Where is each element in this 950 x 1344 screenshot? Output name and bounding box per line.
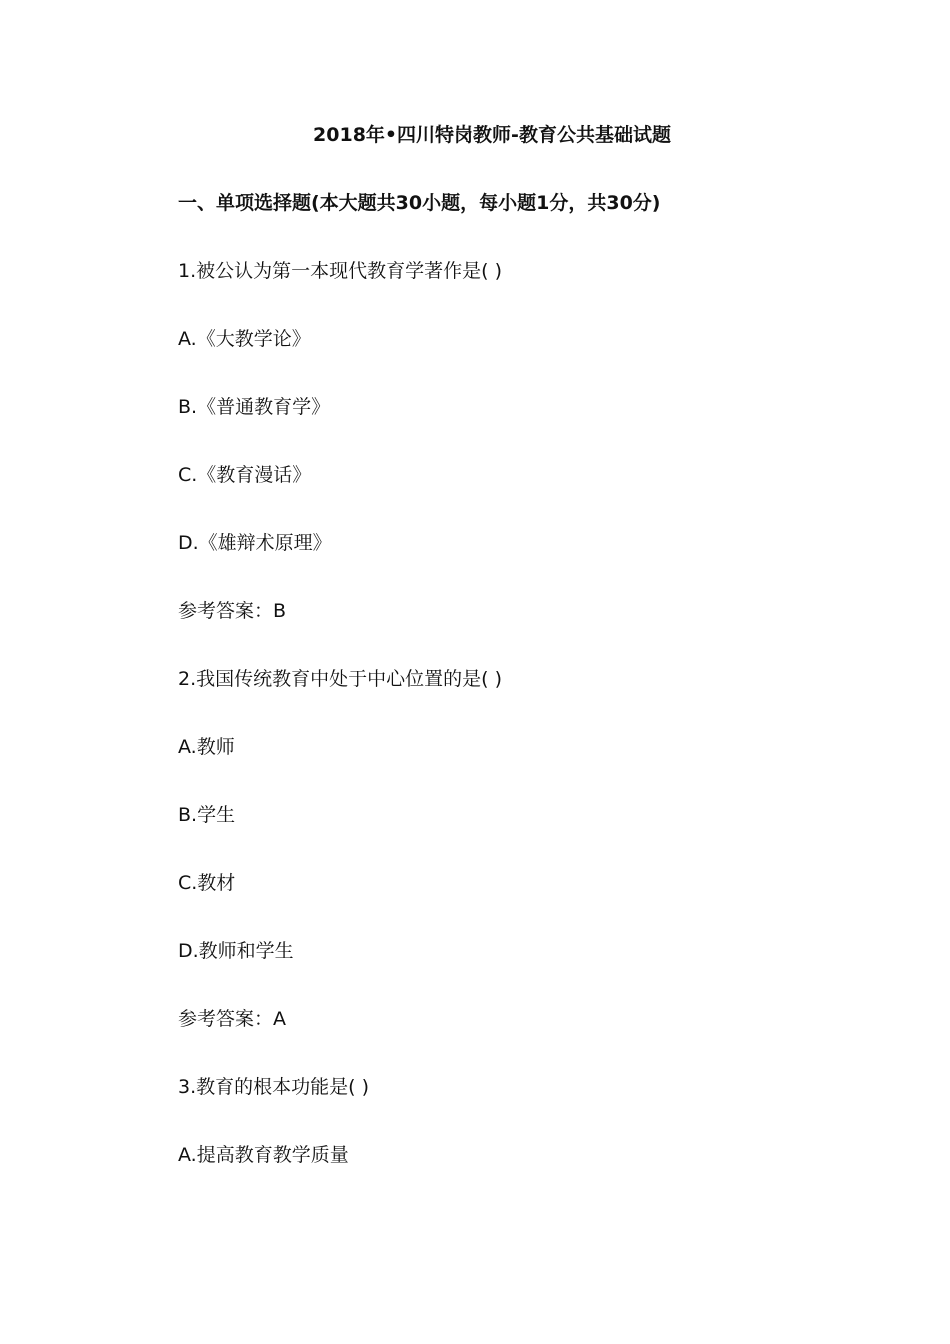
question-2-stem: 2.我国传统教育中处于中心位置的是( ): [178, 668, 502, 690]
question-1-option-c: C.《教育漫话》: [178, 464, 312, 486]
question-2-answer: 参考答案：A: [178, 1008, 286, 1030]
question-1-option-a: A.《大教学论》: [178, 328, 311, 350]
question-3-stem: 3.教育的根本功能是( ): [178, 1076, 369, 1098]
question-1-answer: 参考答案：B: [178, 600, 287, 622]
question-2-option-b: B.学生: [178, 804, 236, 826]
question-2-option-c: C.教材: [178, 872, 236, 894]
question-3-option-a: A.提高教育教学质量: [178, 1144, 349, 1166]
question-1-option-d: D.《雄辩术原理》: [178, 532, 332, 554]
question-2-option-d: D.教师和学生: [178, 940, 294, 962]
question-1-stem: 1.被公认为第一本现代教育学著作是( ): [178, 260, 502, 282]
question-2-option-a: A.教师: [178, 736, 235, 758]
question-1-option-b: B.《普通教育学》: [178, 396, 331, 418]
document-body: [178, 190, 878, 1210]
document-title: 2018年•四川特岗教师-教育公共基础试题: [313, 124, 671, 146]
section-heading: 一、单项选择题(本大题共30小题，每小题1分，共30分): [178, 192, 661, 214]
